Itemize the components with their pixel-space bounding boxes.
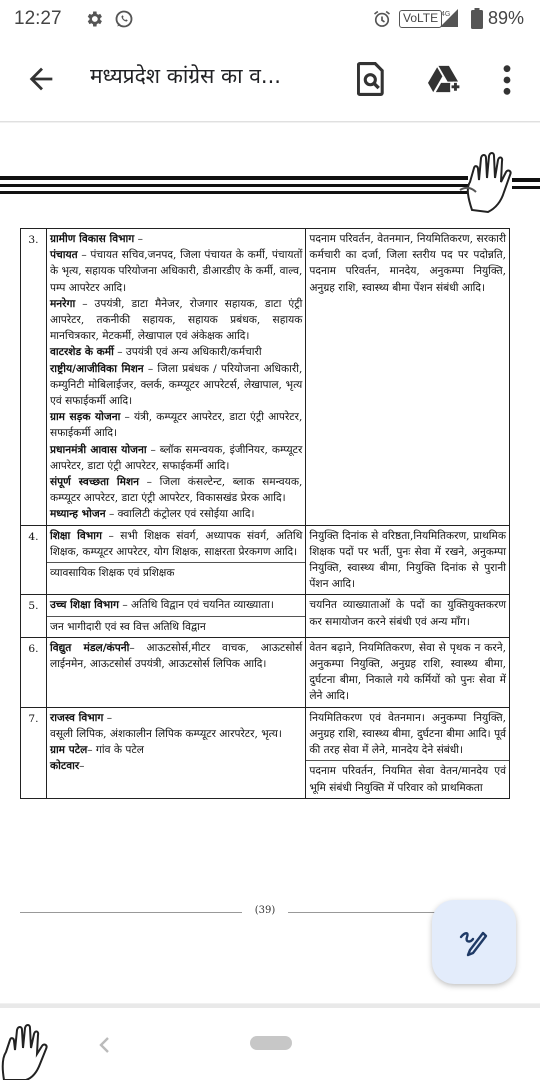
department-cell: [46, 707, 305, 798]
department-line: ग्रामीण विकास विभाग –: [49, 233, 143, 245]
document-title: मध्यप्रदेश कांग्रेस का व...: [90, 64, 281, 88]
demands-cell: [306, 525, 510, 595]
status-time: 12:27: [14, 8, 62, 29]
battery-percent: 89%: [488, 8, 525, 28]
gear-icon: [84, 9, 104, 29]
department-line: प्रधानमंत्री आवास योजना – ब्लॉक समन्वयक, इंजीनियर, कम्प्यूटर आपरेटर, डाटा एंट्री आपरेटर, सफाईकर्मी आदि।: [49, 443, 303, 472]
add-to-drive-icon[interactable]: [428, 62, 462, 96]
page-number: (39): [20, 905, 510, 916]
row-number: 5.: [21, 595, 47, 637]
department-line: वाटरशेड के कर्मी – उपयंत्री एवं अन्य अधिकारी/कर्मचारी: [49, 346, 262, 359]
pdf-page: [0, 123, 540, 1003]
table-row: [21, 637, 510, 707]
department-line: जन भागीदारी एवं स्व वित्त अतिथि विद्वान: [49, 620, 206, 633]
department-line: ग्राम सड़क योजना – यंत्री, कम्प्यूटर आपरेटर, डाटा एंट्री आपरेटर, सफाईकर्मी आदि।: [49, 411, 303, 440]
department-cell: [46, 229, 305, 526]
find-in-document-icon[interactable]: [357, 62, 385, 96]
table-row: [21, 707, 510, 798]
department-line: मनरेगा – उपयंत्री, डाटा मैनेजर, रोजगार सहायक, डाटा एंट्री आपरेटर, तकनीकी सहायक, सहायक प्रबंधक, सहायक मानचित्रकार, मेटकर्मी, लेखापाल एवं अंकेक्षक आदि।: [49, 297, 303, 343]
row-number: 6.: [21, 637, 47, 707]
alarm-icon: [372, 9, 392, 29]
demands-cell: [306, 595, 510, 637]
department-cell: [46, 637, 305, 707]
demands-text: नियमितिकरण एवं वेतनमान। अनुकम्पा नियुक्ति, अनुग्रह राशि, स्वास्थ्य बीमा, दुर्घटना बीमा आदि। पूर्व की तरह सेवा में लेने, मानदेय देने संबंधी।: [309, 711, 506, 757]
network-type-label: 4G: [441, 11, 451, 18]
demands-cell: [306, 637, 510, 707]
demands-cell: [306, 707, 510, 798]
status-bar: [0, 0, 540, 38]
demands-cell: [306, 229, 510, 526]
table-row: [21, 595, 510, 637]
nav-back-icon[interactable]: [96, 1036, 112, 1054]
department-line: ग्राम पटेल– गांव के पटेल: [49, 744, 144, 757]
demands-text: पदनाम परिवर्तन, वेतनमान, नियमितिकरण, सरकारी कर्मचारी का दर्जा, जिला स्तरीय पद पर पदोन्नति, पदनाम परिवर्तन, मानदेय, अनुकम्पा नियुक्ति, अनुग्रह राशि, स्वास्थ्य बीमा पेंशन संबंधी आदि।: [309, 233, 506, 294]
table-row: [21, 229, 510, 526]
table-row: [21, 525, 510, 595]
demands-text: नियुक्ति दिनांक से वरिष्ठता,नियमितिकरण, प्राथमिक शिक्षक पदों पर भर्ती, पुनः सेवा में रखने, अनुकम्पा नियुक्ति, स्वास्थ्य बीमा, नियुक्ति दिनांक से पुरानी पेंशन आदि।: [309, 529, 506, 591]
app-bar: [0, 38, 540, 122]
department-cell: [46, 525, 305, 595]
department-line: राष्ट्रीय/आजीविका मिशन – जिला प्रबंधक / परियोजना अधिकारी, कम्युनिटी मोबिलाईजर, क्लर्क, कम्प्यूटर आपरेटर्स, लेखापाल, भृत्य एवं सफाईकर्मी आदि।: [49, 362, 303, 408]
demands-text: चयनित व्याख्याताओं के पदों का युक्तियुक्तकरण कर समायोजन करने संबंधी एवं अन्य माँग।: [309, 599, 506, 628]
congress-hand-logo-next-page: [0, 1018, 50, 1080]
more-vert-icon[interactable]: [500, 63, 514, 97]
department-line: पंचायत – पंचायत सचिव,जनपद, जिला पंचायत के कर्मी, पंचायतों के भृत्य, सहायक परियोजना अधिकारी, डीआरडीए के कर्मी, वाल्व, पम्प आपरेटर आदि।: [49, 249, 303, 294]
department-line: उच्च शिक्षा विभाग – अतिथि विद्वान एवं चयनित व्याख्याता।: [49, 599, 274, 612]
row-number: 3.: [21, 229, 47, 526]
row-number: 4.: [21, 525, 47, 595]
department-cell: [46, 595, 305, 637]
home-pill-icon[interactable]: [250, 1036, 292, 1050]
department-line: संपूर्ण स्वच्छता मिशन – जिला कंसल्टेन्ट, ब्लाक समन्वयक, कम्प्यूटर आपरेटर, डाटा एंट्री आपरेटर, विकासखंड प्रेरक आदि।: [49, 476, 303, 505]
department-line: मध्यान्ह भोजन – क्वालिटी कंट्रोलर एवं रसोईया आदि।: [49, 508, 255, 521]
edit-fab-button[interactable]: [432, 900, 516, 984]
edit-pen-icon: [457, 925, 491, 959]
congress-hand-logo: [458, 150, 520, 216]
department-line: विद्युत मंडल/कंपनी– आऊटसोर्स,मीटर वाचक, आऊटसोर्स लाईनमेन, आऊटसोर्स उपयंत्री, आऊटसोर्स लिपिक आदि।: [49, 641, 303, 671]
battery-icon: [471, 8, 483, 29]
row-number: 7.: [21, 707, 47, 798]
demands-text: पदनाम परिवर्तन, नियमित सेवा वेतन/मानदेय एवं भूमि संबंधी नियुक्ति में परिवार को प्राथमिकता: [309, 765, 506, 794]
department-line: व्यावसायिक शिक्षक एवं प्रशिक्षक: [49, 567, 175, 580]
department-line: शिक्षा विभाग – सभी शिक्षक संवर्ग, अध्यापक संवर्ग, अतिथि शिक्षक, कम्प्यूटर आपरेटर, योग शिक्षक, साक्षरता प्रेरकगण आदि।: [49, 529, 303, 558]
whatsapp-icon: [114, 9, 134, 29]
demands-table: [20, 228, 510, 799]
department-line: कोटवार–: [49, 760, 85, 773]
department-line: राजस्व विभाग –: [49, 711, 113, 724]
volte-badge: VoLTE: [399, 10, 442, 28]
department-line: वसूली लिपिक, अंशकालीन लिपिक कम्प्यूटर आरपरेटर, भृत्य।: [49, 727, 282, 740]
signal-icon: [438, 8, 460, 28]
back-arrow-icon[interactable]: [24, 62, 58, 96]
demands-text: वेतन बढ़ाने, नियमितिकरण, सेवा से पृथक न करने, अनुकम्पा नियुक्ति, अनुग्रह राशि, स्वास्थ्य बीमा, दुर्घटना बीमा, निकाले गये कर्मियों को पुनः सेवा में लेने आदि।: [309, 641, 506, 703]
